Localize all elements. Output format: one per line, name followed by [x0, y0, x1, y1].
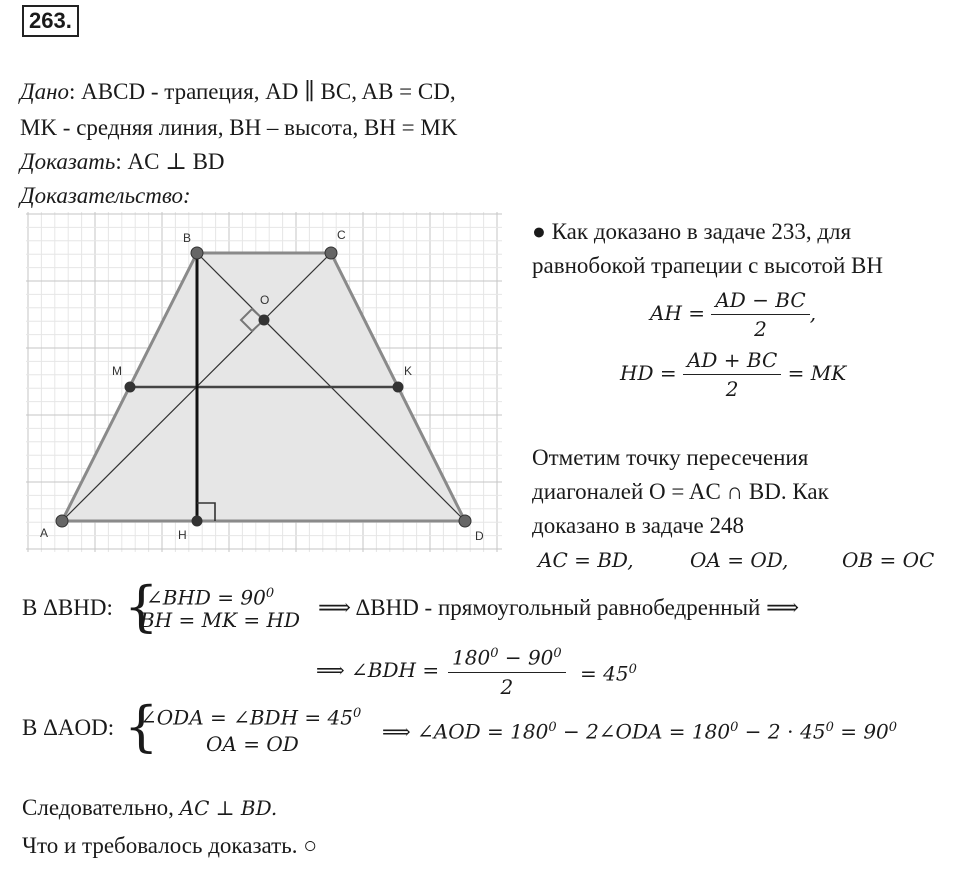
- point-b: [191, 247, 203, 259]
- step2-rhs: = $45^0$: [580, 661, 637, 686]
- step1-prefix: В ΔBHD:: [22, 595, 113, 620]
- step2-denominator: 2: [500, 674, 514, 699]
- given-line-1: [20, 78, 456, 106]
- step3-result: ⟹ ∠AOD = $180^0$ − 2∠ODA = $180^0 - 2 \cdot 45^0 = 90^0$: [382, 719, 898, 744]
- label-o: O: [260, 293, 270, 307]
- label-d: D: [475, 529, 484, 543]
- prove-statement: : AC ⊥ BD: [115, 149, 225, 174]
- hd-fraction: [683, 346, 781, 403]
- hd-denominator: 2: [725, 377, 739, 401]
- label-m: M: [112, 364, 122, 378]
- hd-numerator: AD + BC: [683, 346, 781, 375]
- label-a: A: [40, 526, 49, 540]
- side-line-5: доказано в задаче 248: [532, 513, 745, 538]
- given-label: Дано: [20, 79, 70, 104]
- step2-lhs: ⟹ ∠BDH =: [316, 658, 440, 682]
- ah-tail: ,: [809, 301, 817, 325]
- conclusion-line-2: Что и требовалось доказать. ○: [22, 833, 318, 858]
- label-k: K: [404, 364, 413, 378]
- point-h: [192, 516, 202, 526]
- point-m: [125, 382, 135, 392]
- ah-fraction: [711, 286, 809, 343]
- side-line-3: Отметим точку пересечения: [532, 445, 809, 470]
- ah-lhs: AH =: [650, 301, 705, 325]
- label-b: B: [183, 231, 192, 245]
- point-o: [259, 315, 269, 325]
- eq-ob-oc: OB = OC: [842, 548, 935, 572]
- step1-sys2: BH = MK = HD: [140, 608, 300, 632]
- proof-label: Доказательство:: [20, 183, 191, 208]
- trapezoid-figure: [26, 212, 502, 552]
- step1-brace: {: [124, 575, 159, 638]
- label-h: H: [178, 528, 187, 542]
- ah-denominator: 2: [754, 317, 767, 341]
- eq-ac-bd: AC = BD,: [538, 548, 634, 572]
- step3-sys1: ∠ODA = ∠BDH = $45^0$: [140, 705, 362, 730]
- step1-result: ⟹ ΔBHD - прямоугольный равнобедренный ⟹: [318, 595, 800, 620]
- step3-sys2: OA = OD: [206, 732, 299, 756]
- ah-numerator: AD − BC: [711, 286, 809, 315]
- side-line-4: диагоналей O = AC ∩ BD. Как: [532, 479, 829, 504]
- step3-brace: {: [124, 695, 159, 758]
- point-c: [325, 247, 337, 259]
- step2-fraction: [448, 640, 566, 701]
- point-a: [56, 515, 68, 527]
- formula-hd: [620, 346, 846, 403]
- step2-numerator: $180^0 - 90^0$: [448, 640, 566, 673]
- side-line-2: равнобокой трапеции с высотой BH: [532, 253, 884, 278]
- eq-oa-od: OA = OD,: [690, 548, 789, 572]
- point-d: [459, 515, 471, 527]
- step3-prefix: В ΔAOD:: [22, 715, 115, 740]
- side-line-1: ● Как доказано в задаче 233, для: [532, 219, 852, 244]
- conclusion-line-1: Следовательно, AC ⊥ BD.: [22, 795, 278, 820]
- prove-line: [20, 148, 225, 176]
- step1-sys1: ∠BHD = $90^0$: [146, 585, 275, 610]
- label-c: C: [337, 228, 346, 242]
- hd-lhs: HD =: [620, 361, 677, 385]
- given-text-1: : ABCD - трапеция, AD ∥ BC, AB = CD,: [69, 79, 456, 104]
- hd-rhs: = MK: [787, 361, 847, 385]
- problem-number: 263.: [22, 5, 79, 37]
- prove-label: Доказать: [20, 149, 116, 174]
- point-k: [393, 382, 403, 392]
- formula-ah: [650, 286, 816, 343]
- given-line-2: MK - средняя линия, BH – высота, BH = MK: [20, 115, 458, 140]
